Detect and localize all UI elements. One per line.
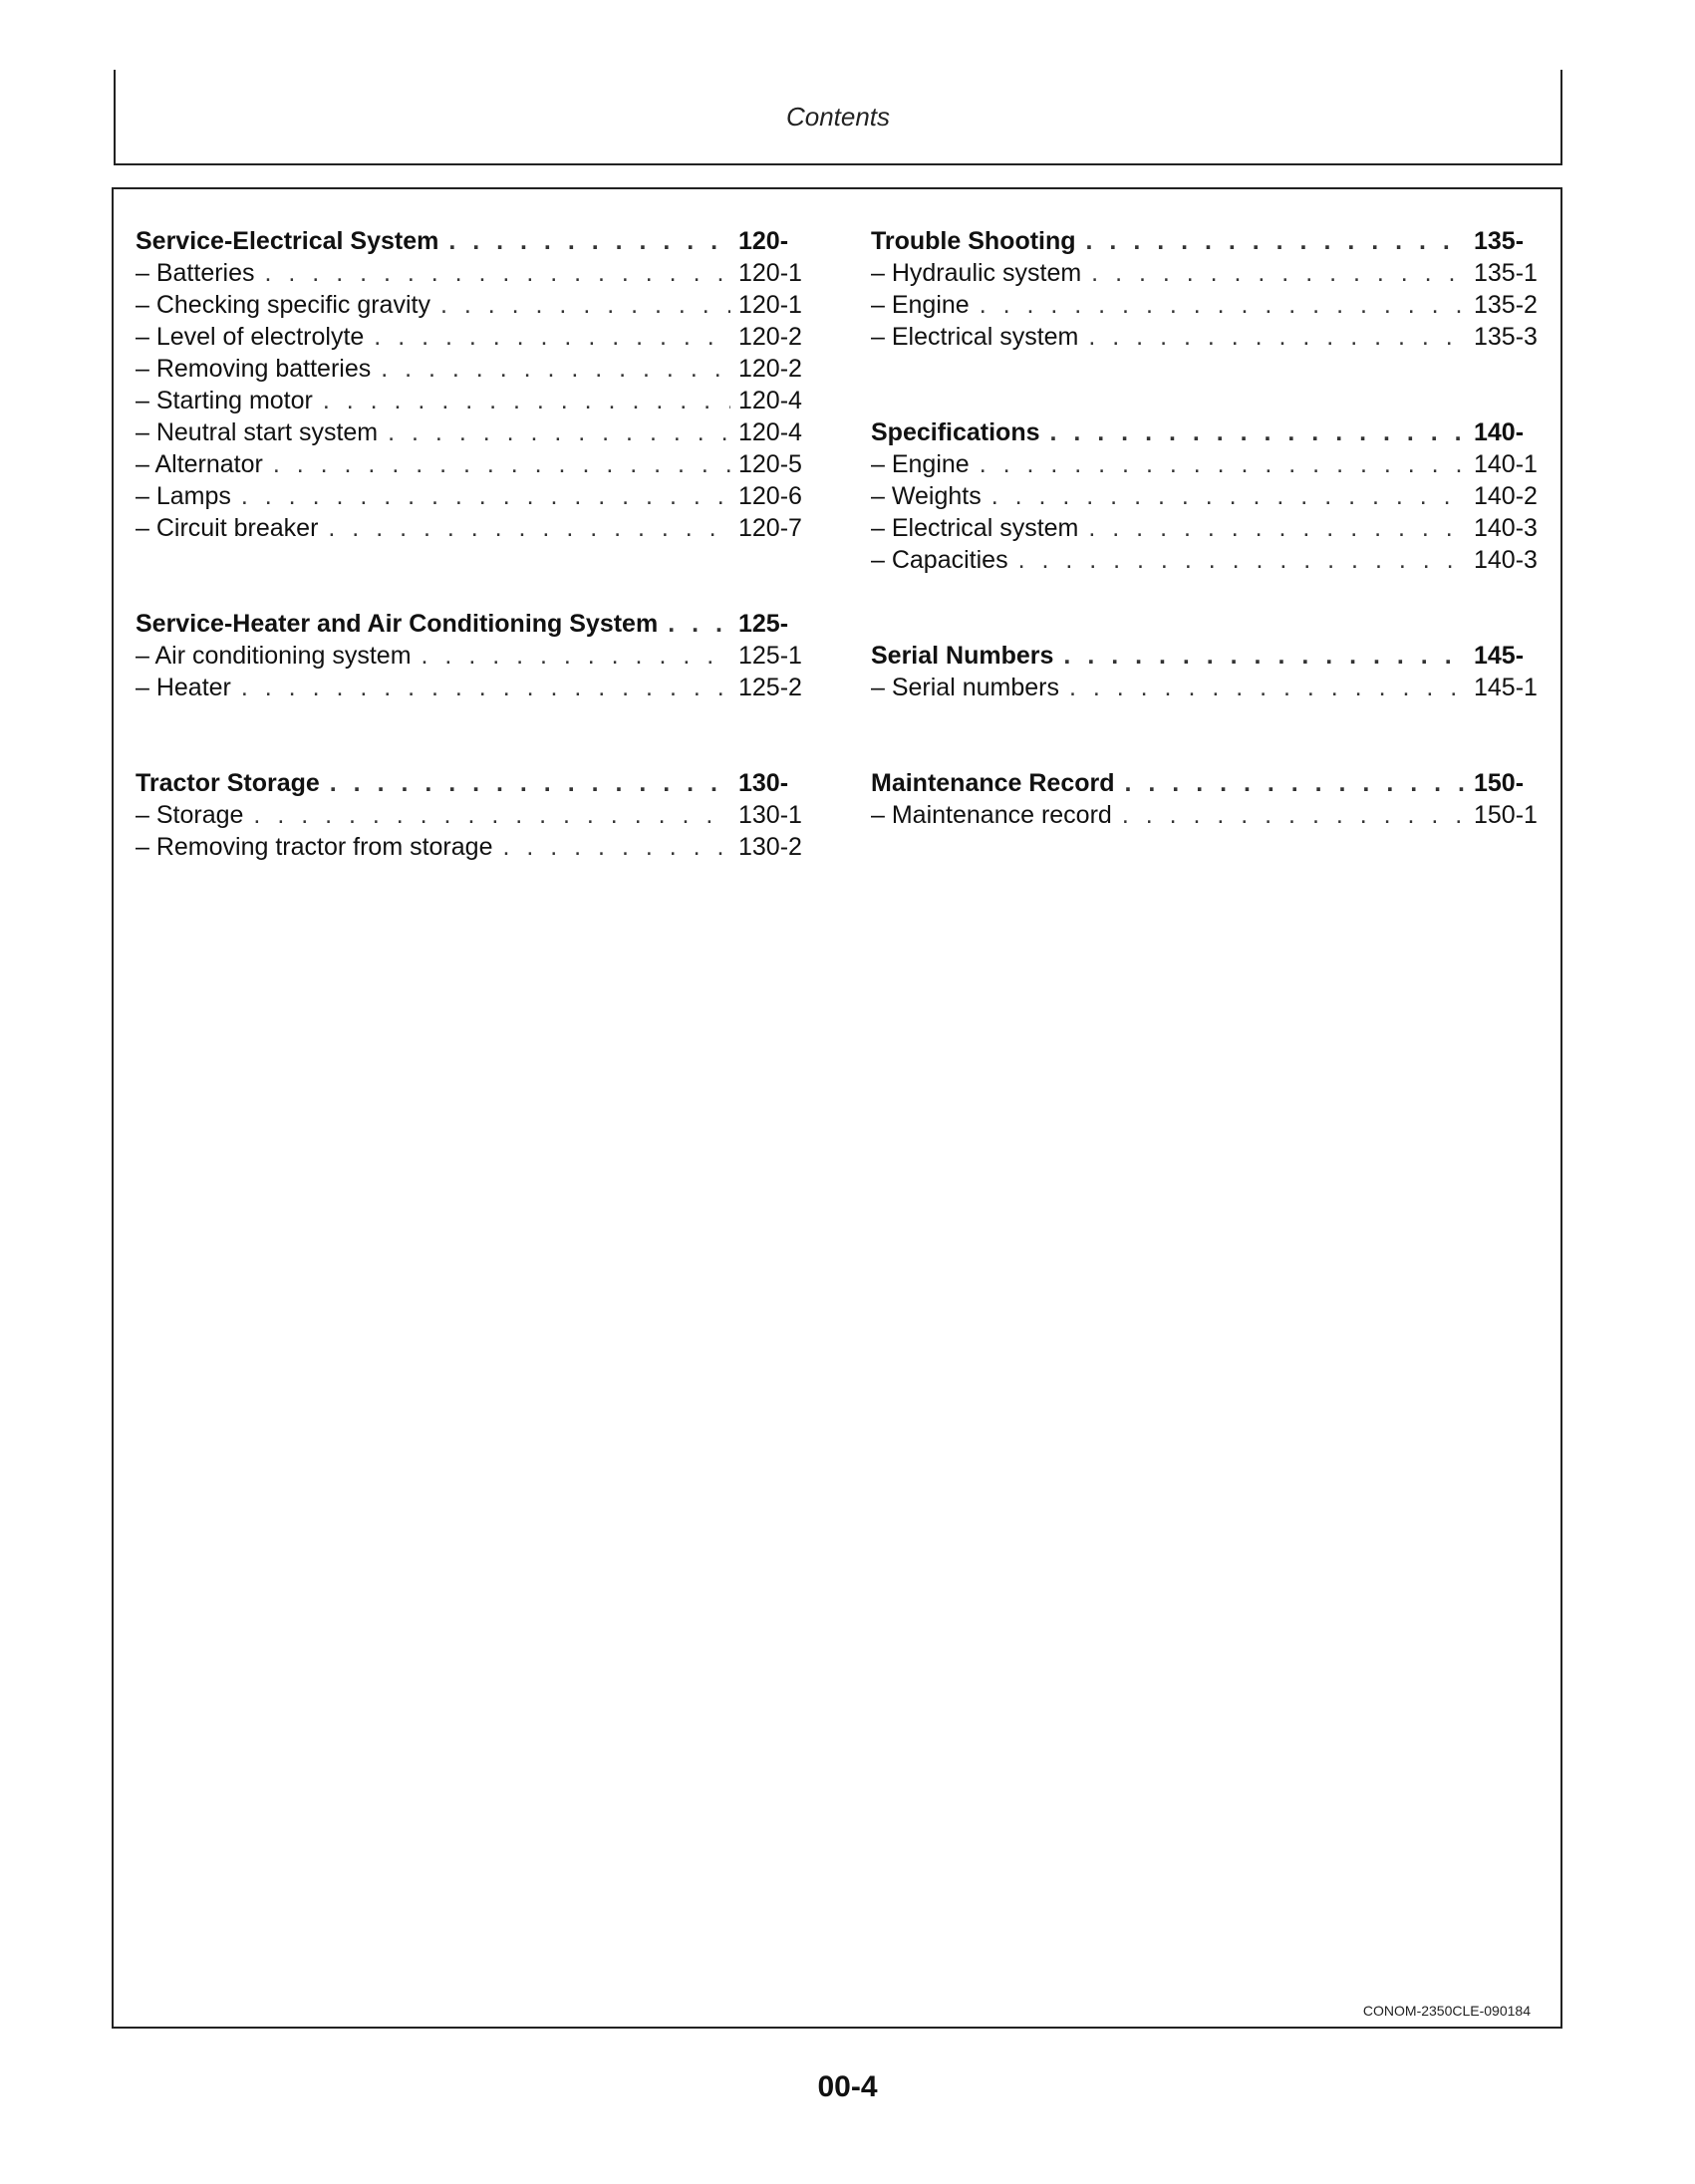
document-code: CONOM-2350CLE-090184 — [1362, 2003, 1531, 2019]
toc-entry[interactable] — [136, 257, 808, 289]
toc-entry-page: 140-2 — [1474, 482, 1538, 510]
toc-entry[interactable] — [136, 480, 808, 512]
toc-entry[interactable] — [136, 831, 808, 863]
toc-entry-label: – Air conditioning system — [136, 642, 412, 670]
toc-entry-page: 135-3 — [1474, 323, 1538, 351]
toc-entry[interactable] — [136, 416, 808, 448]
toc-entry[interactable] — [136, 448, 808, 480]
toc-entry[interactable] — [871, 321, 1544, 353]
dot-leader — [323, 385, 730, 416]
dot-leader — [448, 225, 730, 257]
header-box — [114, 70, 1562, 165]
dot-leader — [330, 767, 730, 799]
toc-section-heading[interactable] — [136, 608, 808, 640]
toc-entry-label: – Neutral start system — [136, 418, 379, 446]
toc-heading-page: 135- — [1474, 227, 1525, 255]
dot-leader — [1086, 225, 1466, 257]
toc-section-heading[interactable] — [871, 416, 1544, 448]
dot-leader — [1069, 672, 1466, 703]
dot-leader — [1050, 416, 1467, 448]
toc-section — [871, 225, 1544, 353]
toc-entry[interactable] — [871, 289, 1544, 321]
contents-box — [112, 187, 1562, 2029]
dot-leader — [328, 512, 730, 544]
toc-entry-label: – Removing batteries — [136, 355, 372, 383]
toc-entry-label: – Maintenance record — [871, 801, 1112, 829]
toc-entry-page: 140-1 — [1474, 450, 1538, 478]
toc-entry-page: 140-3 — [1474, 514, 1538, 542]
toc-entry[interactable] — [136, 640, 808, 672]
toc-entry-page: 130-2 — [738, 833, 802, 861]
toc-heading-page: 140- — [1474, 418, 1525, 446]
toc-heading-label: Service-Electrical System — [136, 227, 439, 255]
dot-leader — [374, 321, 730, 353]
dot-leader — [1018, 544, 1466, 576]
toc-entry-label: – Level of electrolyte — [136, 323, 365, 351]
dot-leader — [502, 831, 730, 863]
toc-entry[interactable] — [871, 799, 1544, 831]
toc-entry-label: – Engine — [871, 291, 970, 319]
dot-leader — [253, 799, 730, 831]
toc-entry[interactable] — [871, 672, 1544, 703]
toc-entry[interactable] — [136, 512, 808, 544]
toc-entry[interactable] — [136, 799, 808, 831]
dot-leader — [991, 480, 1466, 512]
toc-entry-label: – Electrical system — [871, 323, 1079, 351]
toc-heading-page: 130- — [738, 769, 789, 797]
toc-entry-label: – Starting motor — [136, 387, 313, 414]
toc-entry[interactable] — [136, 672, 808, 703]
toc-section-heading[interactable] — [871, 640, 1544, 672]
toc-entry-label: – Weights — [871, 482, 982, 510]
dot-leader — [241, 672, 730, 703]
toc-entry-label: – Engine — [871, 450, 970, 478]
toc-entry-page: 140-3 — [1474, 546, 1538, 574]
toc-entry-page: 120-4 — [738, 387, 802, 414]
toc-entry[interactable] — [871, 512, 1544, 544]
toc-entry[interactable] — [871, 480, 1544, 512]
toc-entry-page: 135-1 — [1474, 259, 1538, 287]
toc-heading-label: Specifications — [871, 418, 1040, 446]
toc-entry-page: 120-5 — [738, 450, 802, 478]
dot-leader — [388, 416, 730, 448]
toc-section-heading[interactable] — [871, 767, 1544, 799]
toc-entry-label: – Hydraulic system — [871, 259, 1082, 287]
page-header-title: Contents — [785, 102, 891, 132]
toc-entry-page: 145-1 — [1474, 674, 1538, 701]
page-number: 00-4 — [817, 2070, 878, 2103]
dot-leader — [1088, 321, 1466, 353]
toc-entry-label: – Removing tractor from storage — [136, 833, 493, 861]
contents-column-right — [871, 225, 1544, 895]
toc-entry-label: – Circuit breaker — [136, 514, 319, 542]
dot-leader — [980, 289, 1466, 321]
toc-heading-label: Tractor Storage — [136, 769, 320, 797]
dot-leader — [1088, 512, 1466, 544]
toc-entry[interactable] — [871, 544, 1544, 576]
toc-entry-page: 125-2 — [738, 674, 802, 701]
dot-leader — [422, 640, 730, 672]
toc-entry-label: – Lamps — [136, 482, 231, 510]
toc-entry[interactable] — [136, 353, 808, 385]
toc-entry-page: 120-7 — [738, 514, 802, 542]
toc-entry[interactable] — [871, 257, 1544, 289]
toc-entry[interactable] — [136, 321, 808, 353]
toc-entry-page: 120-1 — [738, 291, 802, 319]
dot-leader — [381, 353, 730, 385]
contents-column-left — [136, 225, 808, 927]
toc-heading-label: Service-Heater and Air Conditioning System — [136, 610, 659, 638]
toc-entry-page: 150-1 — [1474, 801, 1538, 829]
toc-heading-page: 120- — [738, 227, 789, 255]
toc-heading-page: 150- — [1474, 769, 1525, 797]
dot-leader — [440, 289, 730, 321]
dot-leader — [980, 448, 1466, 480]
toc-entry-label: – Capacities — [871, 546, 1008, 574]
toc-entry-page: 130-1 — [738, 801, 802, 829]
toc-heading-page: 125- — [738, 610, 789, 638]
dot-leader — [1063, 640, 1466, 672]
toc-entry-page: 120-4 — [738, 418, 802, 446]
toc-heading-label: Maintenance Record — [871, 769, 1115, 797]
toc-entry-page: 125-1 — [738, 642, 802, 670]
toc-entry-label: – Alternator — [136, 450, 263, 478]
toc-entry-label: – Checking specific gravity — [136, 291, 430, 319]
toc-heading-page: 145- — [1474, 642, 1525, 670]
dot-leader — [1091, 257, 1466, 289]
toc-section-heading[interactable] — [871, 225, 1544, 257]
toc-entry-label: – Storage — [136, 801, 244, 829]
toc-section — [871, 767, 1544, 831]
toc-section — [871, 416, 1544, 576]
toc-section-heading[interactable] — [136, 767, 808, 799]
dot-leader — [265, 257, 730, 289]
toc-entry-label: – Serial numbers — [871, 674, 1059, 701]
toc-section-heading[interactable] — [136, 225, 808, 257]
toc-entry-page: 120-2 — [738, 323, 802, 351]
toc-entry-page: 120-2 — [738, 355, 802, 383]
toc-section — [136, 608, 808, 703]
toc-entry-label: – Electrical system — [871, 514, 1079, 542]
dot-leader — [1125, 767, 1466, 799]
toc-entry-label: – Heater — [136, 674, 231, 701]
toc-section — [871, 640, 1544, 703]
toc-section — [136, 225, 808, 544]
dot-leader — [241, 480, 730, 512]
toc-heading-label: Trouble Shooting — [871, 227, 1076, 255]
toc-entry[interactable] — [136, 289, 808, 321]
toc-entry-label: – Batteries — [136, 259, 255, 287]
toc-entry[interactable] — [136, 385, 808, 416]
toc-entry[interactable] — [871, 448, 1544, 480]
toc-section — [136, 767, 808, 863]
dot-leader — [668, 608, 730, 640]
toc-entry-page: 120-1 — [738, 259, 802, 287]
dot-leader — [273, 448, 730, 480]
toc-entry-page: 120-6 — [738, 482, 802, 510]
toc-entry-page: 135-2 — [1474, 291, 1538, 319]
dot-leader — [1122, 799, 1466, 831]
toc-heading-label: Serial Numbers — [871, 642, 1054, 670]
